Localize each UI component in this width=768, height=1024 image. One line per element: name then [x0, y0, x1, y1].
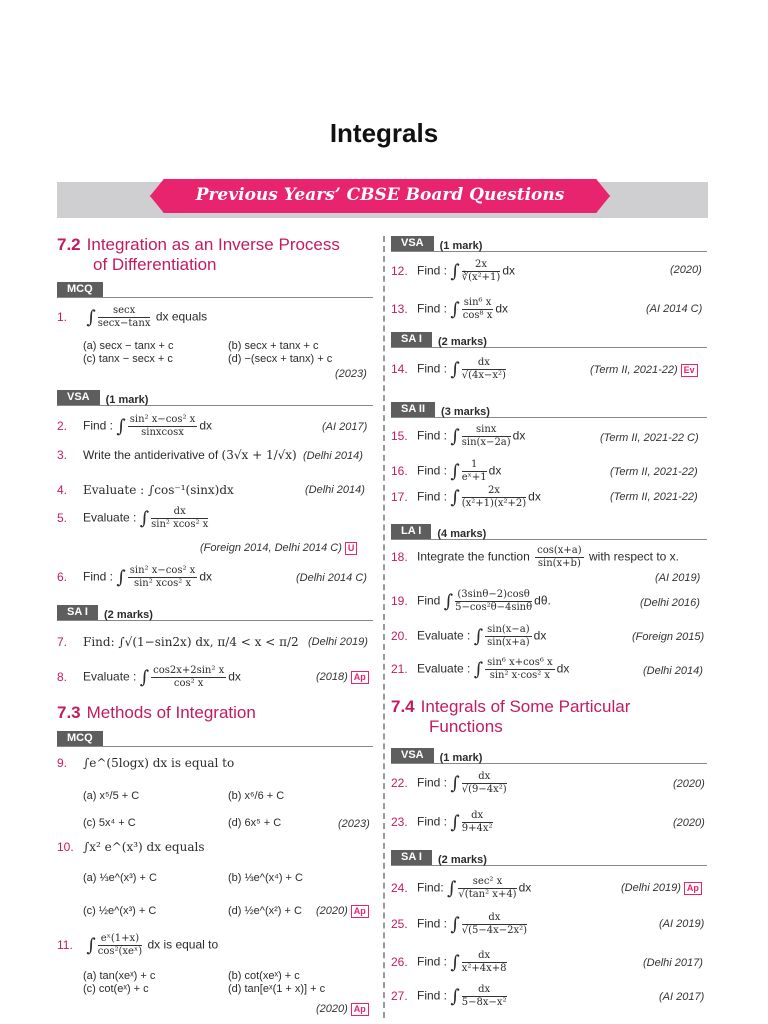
- q1-option-b: (b) secx + tanx + c: [228, 340, 319, 352]
- section-number: 7.2: [57, 235, 81, 254]
- question-23: 23. Find : ∫ $\frac{dx}{\text{9+4x²}}$: [391, 810, 493, 834]
- apply-badge: Ap: [351, 671, 369, 684]
- q24-ref: (Delhi 2019) Ap: [621, 882, 702, 895]
- sa2-label-row: SA II (3 marks): [391, 402, 707, 418]
- mcq-tag: MCQ: [57, 282, 103, 297]
- q2-ref: (AI 2017): [322, 421, 368, 433]
- q18-ref: (AI 2019): [655, 572, 701, 584]
- q12-ref: (2020): [670, 264, 702, 276]
- q20-ref: (Foreign 2015): [632, 631, 705, 643]
- question-3: 3. Write the antiderivative of (3√x + 1/√x): [57, 448, 297, 462]
- q9-option-b: (b) x⁶/6 + C: [228, 790, 285, 802]
- q16-ref: (Term II, 2021-22): [610, 466, 698, 478]
- q25-ref: (AI 2019): [659, 918, 705, 930]
- q23-ref: (2020): [673, 817, 705, 829]
- q22-ref: (2020): [673, 778, 705, 790]
- question-2: 2. Find : ∫ $\frac{\text{sin² x−cos² x}}{\text{sinxcosx}}$ dx: [57, 414, 212, 438]
- mcq-tag: MCQ: [57, 731, 103, 746]
- section-title-line1: Integration as an Inverse Process: [86, 235, 340, 254]
- q6-ref: (Delhi 2014 C): [296, 572, 367, 584]
- question-21: 21. Evaluate : ∫ $\frac{\text{sin⁶ x+cos⁶ x}}{\text{sin² x·cos² x}}$ dx: [391, 657, 570, 681]
- q11-option-b: (b) cot(xeˣ) + c: [228, 970, 300, 982]
- question-26: 26. Find : ∫ $\frac{dx}{\text{x²+4x+8}}$: [391, 950, 507, 974]
- q21-ref: (Delhi 2014): [643, 665, 703, 677]
- column-divider: [383, 236, 385, 1018]
- question-20: 20. Evaluate : ∫ $\frac{\sin(x-a)}{\sin(x+a)}$ dx: [391, 624, 547, 648]
- question-13: 13. Find : ∫ $\frac{\text{sin⁶ x}}{\text{cos⁸ x}}$ dx: [391, 297, 509, 321]
- sa1-tag: SA I: [391, 850, 432, 865]
- q10-option-d: (d) ½e^(x²) + C: [228, 905, 302, 917]
- q5-ref: (Foreign 2014, Delhi 2014 C) U: [200, 542, 357, 555]
- section-title-line2: of Differentiation: [93, 255, 217, 274]
- sa1-tag: SA I: [57, 605, 98, 620]
- q10-option-c: (c) ½e^(x³) + C: [83, 905, 157, 917]
- question-8: 8. Evaluate : ∫ $\frac{\text{cos2x+2sin² x}}{\text{cos² x}}$ dx: [57, 665, 241, 689]
- question-9: 9. ∫e^(5logx) dx is equal to: [57, 756, 235, 770]
- question-16: 16. Find : ∫ $\frac{1}{\text{eˣ+1}}$ dx: [391, 459, 502, 483]
- question-12: 12. Find : ∫ $\frac{2x}{\text{∛(x²+1)}}$ dx: [391, 259, 516, 283]
- banner-title: Previous Years’ CBSE Board Questions: [195, 185, 565, 205]
- vsa-label-row: VSA (1 mark): [57, 390, 373, 406]
- vsa-tag: VSA: [391, 236, 434, 251]
- question-5: 5. Evaluate : ∫ $\frac{dx}{\text{sin² xcos² x}}$: [57, 506, 209, 530]
- q11-option-a: (a) tan(xeˣ) + c: [83, 970, 156, 982]
- q1-option-d: (d) −(secx + tanx) + c: [228, 353, 333, 365]
- q26-ref: (Delhi 2017): [643, 957, 703, 969]
- question-24: 24. Find: ∫ $\frac{\text{sec² x}}{\text{√(tan² x+4)}}$ dx: [391, 876, 532, 900]
- sa1-label-row: SA I (2 marks): [57, 605, 373, 621]
- la1-label-row: LA I (4 marks): [391, 524, 707, 540]
- q27-ref: (AI 2017): [659, 991, 705, 1003]
- question-6: 6. Find : ∫ $\frac{\text{sin² x−cos² x}}{\text{sin² xcos² x}}$ dx: [57, 565, 212, 589]
- q4-ref: (Delhi 2014): [305, 484, 365, 496]
- q9-option-c: (c) 5x⁴ + C: [83, 817, 136, 829]
- evaluate-badge: Ev: [681, 364, 698, 377]
- section-7-3-heading: 7.3 Methods of Integration: [57, 703, 256, 722]
- q7-ref: (Delhi 2019): [308, 636, 368, 648]
- q11-option-d: (d) tan[eˣ(1 + x)] + c: [228, 983, 326, 995]
- question-27: 27. Find : ∫ $\frac{dx}{\text{5−8x−x²}}$: [391, 984, 507, 1008]
- sa1-label-row-right: SA I (2 marks): [391, 332, 707, 348]
- question-22: 22. Find : ∫ $\frac{dx}{\text{√(9−4x²)}}$: [391, 771, 507, 795]
- question-14: 14. Find : ∫ $\frac{dx}{\text{√(4x−x²)}}$: [391, 357, 506, 381]
- q19-ref: (Delhi 2016): [640, 597, 700, 609]
- page-title: Integrals: [329, 118, 439, 148]
- apply-badge: Ap: [351, 905, 369, 918]
- vsa-tag: VSA: [57, 390, 100, 405]
- q1-ref: (2023): [335, 368, 367, 380]
- q10-ref: (2020) Ap: [316, 905, 369, 918]
- vsa-tag: VSA: [391, 748, 434, 763]
- apply-badge: Ap: [684, 882, 702, 895]
- q9-option-d: (d) 6x⁵ + C: [228, 817, 282, 829]
- question-7: 7. Find: ∫√(1−sin2x) dx, π/4 < x < π/2: [57, 635, 299, 649]
- q1-option-c: (c) tanx − secx + c: [83, 353, 173, 365]
- q9-ref: (2023): [338, 818, 370, 830]
- q8-ref: (2018) Ap: [316, 671, 369, 684]
- q17-ref: (Term II, 2021-22): [610, 491, 698, 503]
- vsa-label-row-right: VSA (1 mark): [391, 236, 707, 252]
- question-18: 18. Integrate the function $\frac{\cos(x+a)}{\sin(x+b)}$ with respect to x.: [391, 545, 680, 569]
- mcq-label-row: [57, 282, 373, 298]
- question-10: 10. ∫x² e^(x³) dx equals: [57, 840, 205, 854]
- mcq2-label-row: [57, 731, 373, 747]
- section-7-4-heading: 7.4 Integrals of Some Particular Functions: [391, 697, 631, 736]
- q11-ref: (2020) Ap: [316, 1003, 369, 1016]
- question-11: 11. ∫ $\frac{\text{eˣ(1+x)}}{\text{cos²(xeˣ)}}$ dx is equal to: [57, 933, 219, 957]
- sa1b-label-row: SA I (2 marks): [391, 850, 707, 866]
- q13-ref: (AI 2014 C): [646, 303, 703, 315]
- q11-option-c: (c) cot(eˣ) + c: [83, 983, 149, 995]
- q14-ref: (Term II, 2021-22) Ev: [590, 364, 698, 377]
- q9-option-a: (a) x⁵/5 + C: [83, 790, 140, 802]
- section-7-2-heading: [57, 235, 340, 275]
- q15-ref: (Term II, 2021-22 C): [600, 432, 699, 444]
- question-1: 1. ∫ $\frac{\sec x}{\sec x-\tan x}$ dx equals: [57, 305, 208, 329]
- q10-option-b: (b) ⅓e^(x⁴) + C: [228, 872, 303, 884]
- vsa2-label-row: VSA (1 mark): [391, 748, 707, 764]
- question-19: 19. Find ∫ $\frac{(3\sin\theta-2)\cos\theta}{\text{5−cos²θ−4sinθ}}$ dθ.: [391, 589, 551, 613]
- sa2-tag: SA II: [391, 402, 435, 417]
- question-4: 4. Evaluate : ∫cos⁻¹(sinx)dx: [57, 483, 234, 497]
- apply-badge: Ap: [351, 1003, 369, 1016]
- q3-ref: (Delhi 2014): [303, 450, 363, 462]
- question-25: 25. Find : ∫ $\frac{dx}{\text{√(5−4x−2x²)}}$: [391, 912, 528, 936]
- understand-badge: U: [345, 542, 358, 555]
- question-15: 15. Find : ∫ $\frac{\sin x}{\sin(x-2a)}$ dx: [391, 424, 526, 448]
- question-17: 17. Find : ∫ $\frac{2x}{\text{(x²+1)(x²+2)}}$ dx: [391, 485, 541, 509]
- q1-option-a: (a) secx − tanx + c: [83, 340, 174, 352]
- q10-option-a: (a) ⅓e^(x³) + C: [83, 872, 157, 884]
- la1-tag: LA I: [391, 524, 431, 539]
- sa1-tag: SA I: [391, 332, 432, 347]
